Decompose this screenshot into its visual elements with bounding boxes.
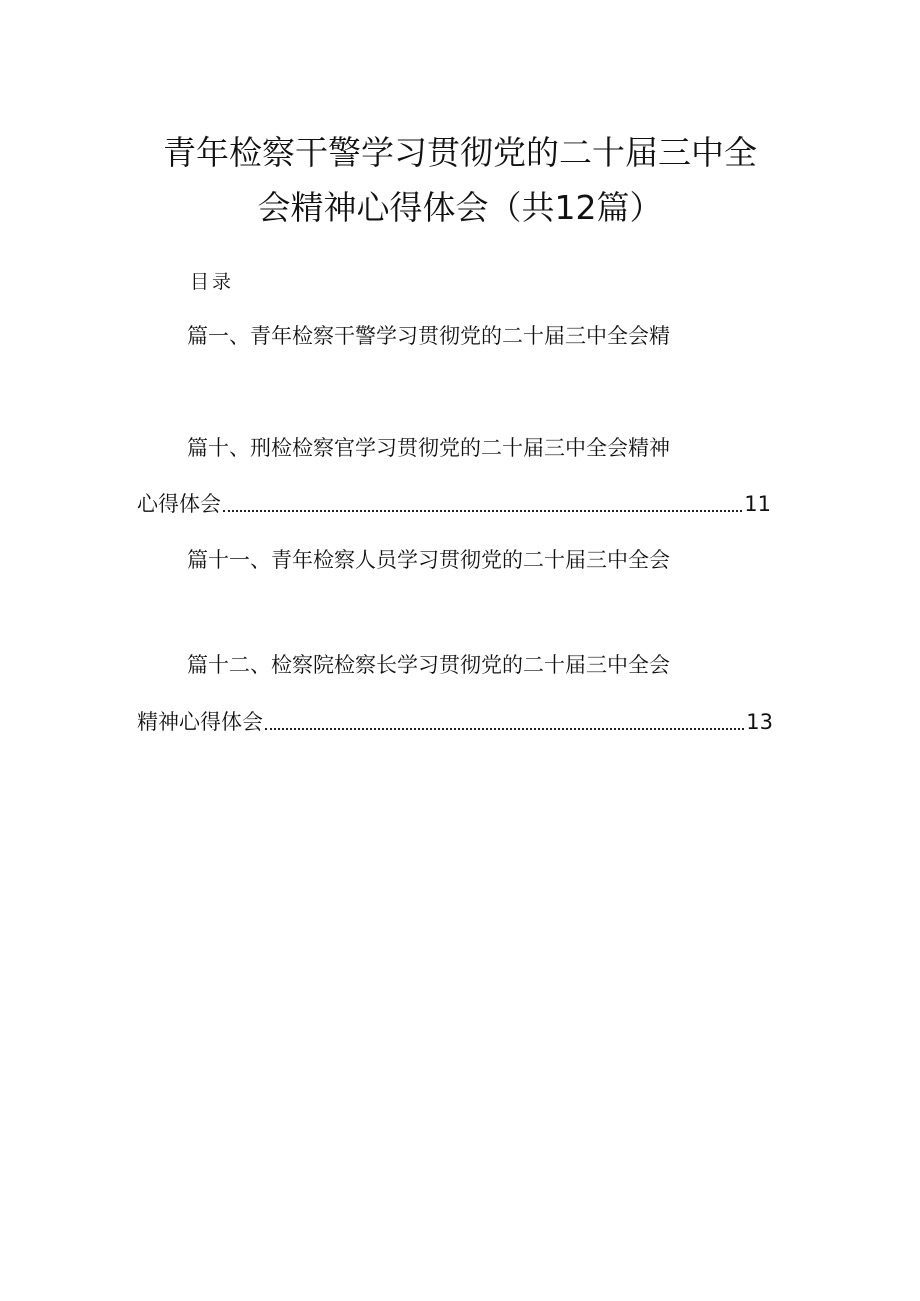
toc-entry-3-text[interactable]: 篇十一、青年检察人员学习贯彻党的二十届三中全会 <box>187 548 670 572</box>
toc-entry-4-continuation[interactable] <box>137 708 773 736</box>
toc-heading: 目录 <box>190 271 235 293</box>
toc-entry-2-text-cont: 心得体会 <box>137 492 221 516</box>
toc-entry-2-text[interactable]: 篇十、刑检检察官学习贯彻党的二十届三中全会精神 <box>187 436 670 460</box>
toc-entry-2-page-number: 11 <box>744 492 771 516</box>
toc-entry-4-text[interactable]: 篇十二、检察院检察长学习贯彻党的二十届三中全会 <box>187 653 670 677</box>
toc-entry-4-page-number: 13 <box>746 710 773 734</box>
toc-entry-1-text[interactable]: 篇一、青年检察干警学习贯彻党的二十届三中全会精 <box>187 324 670 348</box>
toc-entry-4-text-cont: 精神心得体会 <box>137 710 263 734</box>
toc-dot-leader <box>223 510 742 512</box>
toc-dot-leader <box>265 728 744 730</box>
document-title-line-1: 青年检察干警学习贯彻党的二十届三中全 <box>163 133 757 172</box>
toc-entry-2-continuation[interactable] <box>137 490 771 518</box>
document-title-line-2: 会精神心得体会（共12篇） <box>257 188 663 227</box>
